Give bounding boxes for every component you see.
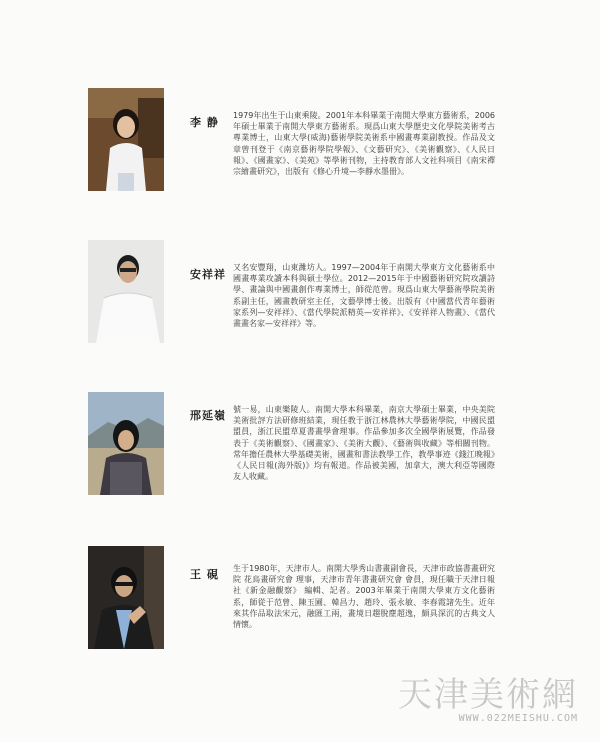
outdoor-portrait-icon — [88, 392, 164, 495]
person-bio: 又名安豐翔，山東濰坊人。1997—2004年于南開大學東方文化藝術系中國畫專業攻讀本科與碩士學位。2012—2015年于中國藝術研究院攻讀詩學、畫論與中國畫創作專業博士，師從范曾。現爲山東大學藝術學院美術系副主任，國畫教研室主任，文藝學博士後。出版有《中國當代青年藝術家系列—安祥祥》、《當代學院派精英—安祥祥》、《安祥祥人物畫》、《當代畫畫名家—安祥祥》等。 — [233, 263, 495, 329]
profile-photo — [88, 546, 164, 649]
person-bio: 號一易，山東樂陵人。南開大學本科畢業，南京大學碩士畢業，中央美院美術批評方法研修班結業，現任教于浙江林農林大學藝術學院，中國民盟盟員，浙江民盟草夏書畫學會理事。作品參加多次全國學術展覽，作品發表于《美術觀察》、《國畫家》、《美術大觀》、《藝術與收藏》等相關刊物。常年擔任農林大學基礎美術，國畫和書法教學工作，教學事迹《錢江晚報》《人民日報(海外版)》均有報道。作品被美國，加拿大，澳大利亞等國際友人收藏。 — [233, 405, 495, 482]
person-name: 李 静 — [190, 116, 219, 129]
watermark-chinese: 天津美術網 — [398, 675, 578, 715]
woman-portrait-icon — [88, 88, 164, 191]
person-name: 王 硯 — [190, 568, 219, 581]
person-bio: 1979年出生于山東乘陵。2001年本科畢業于南開大學東方藝術系，2006年碩士畢業于南開大學東方藝術系。現爲山東大學歷史文化學院美術考古專業博士，山東大學(威海)藝術學院美術系中國畫專業副教授。作品及文章曾刊登于《南京藝術學院學報》、《文藝研究》、《美術觀察》、《人民日報》、《國畫家》、《美苑》等學術刊物，主持教育部人文社科項目《南宋禪宗繪畫研究》，出版有《修心升境—李靜水墨冊》。 — [233, 111, 495, 177]
man-glasses-portrait-icon — [88, 546, 164, 649]
person-name: 邢延嶺 — [190, 409, 226, 422]
person-name: 安祥祥 — [190, 268, 226, 281]
site-watermark — [398, 677, 578, 724]
man-portrait-icon — [88, 240, 164, 343]
profile-photo — [88, 240, 164, 343]
person-bio: 生于1980年，天津市人。南開大學秀山書畫副會長，天津市政協書畫研究院 花鳥畫研究會 理事，天津市青年書畫研究會 會員，現任職于天津日報社《新金融觀察》 編輯、記者。2003年畢業于南開大學東方文化藝術系，師從于范曾、陳玉圃、韓昌力、趙玲、張永敏、李春霞諸先生。近年來其作品取法宋元，融匯工兩，畫境日趨脫塵超逸，頗具深沉的古典文人情懷。 — [233, 564, 495, 630]
profile-photo — [88, 392, 164, 495]
profile-photo — [88, 88, 164, 191]
watermark-url: WWW.022MEISHU.COM — [458, 713, 578, 724]
